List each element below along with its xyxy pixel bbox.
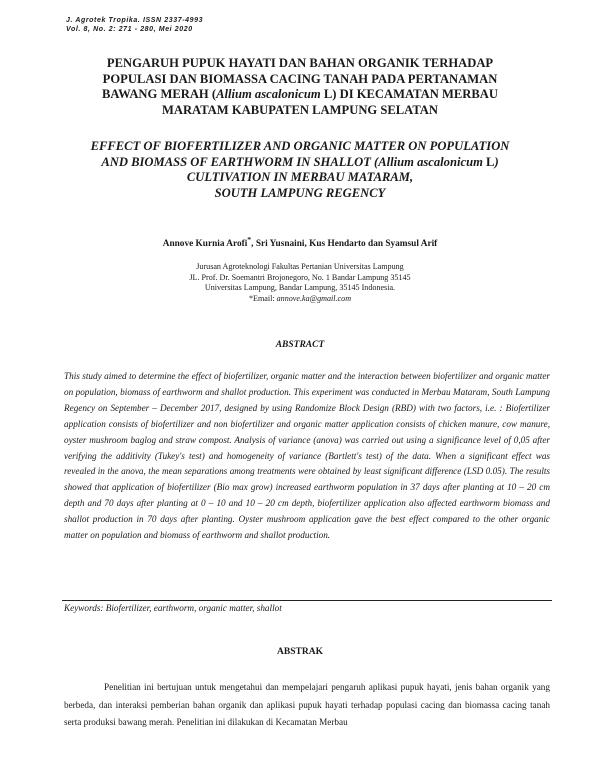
abstract-text-en: This study aimed to determine the effect of biofertilizer, organic matter and the interaction between biofertilizer and organic matter on population, biomass of earthworm and shallot production. This experiment was conducted in Merbau Mataram, South Lampung Regency on September – December 2017, designed by using Randomize Block Design (RBD) with two factors, i.e. : Biofertilizer application consists of biofertilizer and non biofertilizer and organic matter application consists of chicken manure, cow manure, oyster mushroom baglog and straw compost. Analysis of variance (anova) was carried out using a significance level of 0,05 after verifying the additivity (Tukey's test) and homogeneity of variance (Bartlett's test) of the data. When a significant effect was revealed in the anova, the mean separations among treatments were obtained by least significant difference (LSD 0.05). The results showed that application of biofertilizer (Bio max grow) increased earthworm population in 37 days after planting at 10 – 20 cm depth and 70 days after planting at 0 – 10 and 10 – 20 cm depth, biofertilizer application also affected earthworm biomass and shallot production in 70 days after planting. Oyster mushroom application gave the best effect compared to the other organic matter on population and biomass of earthworm and shallot production. <box>64 371 550 541</box>
journal-header <box>66 16 203 34</box>
title-en-line-2 <box>40 155 560 171</box>
title-en-line-4: SOUTH LAMPUNG REGENCY <box>214 185 386 200</box>
author-first: Annove Kurnia Arofi <box>162 239 248 250</box>
abstract-text-id: Penelitian ini bertujuan untuk mengetahui dan mempelajari pengaruh aplikasi pupuk hayati, jenis bahan organik yang berbeda, dan interaksi pemberian bahan organik dan aplikasi pupuk hayati terhadap populasi cacing dan biomassa cacing tanah serta produksi bawang merah. Penelitian ini dilakukan di Kecamatan Merbau <box>64 682 550 727</box>
title-id-line-1: PENGARUH PUPUK HAYATI DAN BAHAN ORGANIK TERHADAP <box>106 56 494 70</box>
title-id-line-4: MARATAM KABUPATEN LAMPUNG SELATAN <box>161 102 438 117</box>
affiliation-line-3: Universitas Lampung, Bandar Lampung, 35145 Indonesia. <box>204 283 396 293</box>
affiliation-line-1: Jurusan Agroteknologi Fakultas Pertanian Universitas Lampung <box>196 262 404 271</box>
title-en-line-3: CULTIVATION IN MERBAU MATARAM, <box>186 170 414 184</box>
title-en-species: Allium ascalonicum <box>378 154 483 169</box>
title-id-line-2: POPULASI DAN BIOMASSA CACING TANAH PADA PERTANAMAN <box>102 71 498 86</box>
title-en-line-2-pre: AND BIOMASS OF EARTHWORM IN SHALLOT ( <box>101 154 379 169</box>
title-en-close: ) <box>494 154 499 169</box>
journal-volume: Vol. 8, No. 2: 271 - 280, Mei 2020 <box>66 26 193 33</box>
title-indonesian <box>40 56 560 118</box>
title-id-line-3-post: L) DI KECAMATAN MERBAU <box>320 87 498 101</box>
email-address: annove.ka@gmail.com <box>276 293 352 303</box>
author-rest: , Sri Yusnaini, Kus Hendarto dan Syamsul Arif <box>251 239 438 250</box>
email-label: *Email: <box>248 293 277 303</box>
title-id-species: Allium ascalonicum <box>216 87 321 101</box>
affiliation-line-2: JL. Prof. Dr. Soemantri Brojonegoro, No. 1 Bandar Lampung 35145 <box>189 272 411 282</box>
abstract-heading-id: ABSTRAK <box>277 647 323 657</box>
journal-issn: J. Agrotek Tropika. ISSN 2337-4993 <box>66 17 204 24</box>
keywords: Keywords: Biofertilizer, earthworm, organic matter, shallot <box>64 603 282 613</box>
author-marker: * <box>247 235 252 244</box>
title-id-line-3 <box>40 87 560 103</box>
abstract-heading-en: ABSTRACT <box>275 340 325 350</box>
affiliation <box>40 262 560 304</box>
title-english <box>40 139 560 201</box>
title-en-species-l: L <box>482 154 495 169</box>
authors <box>40 235 560 249</box>
title-en-line-1: EFFECT OF BIOFERTILIZER AND ORGANIC MATTER ON POPULATION <box>90 139 510 153</box>
title-id-line-3-pre: BAWANG MERAH ( <box>102 87 217 101</box>
keywords-divider <box>62 600 552 601</box>
affiliation-email <box>40 294 560 305</box>
